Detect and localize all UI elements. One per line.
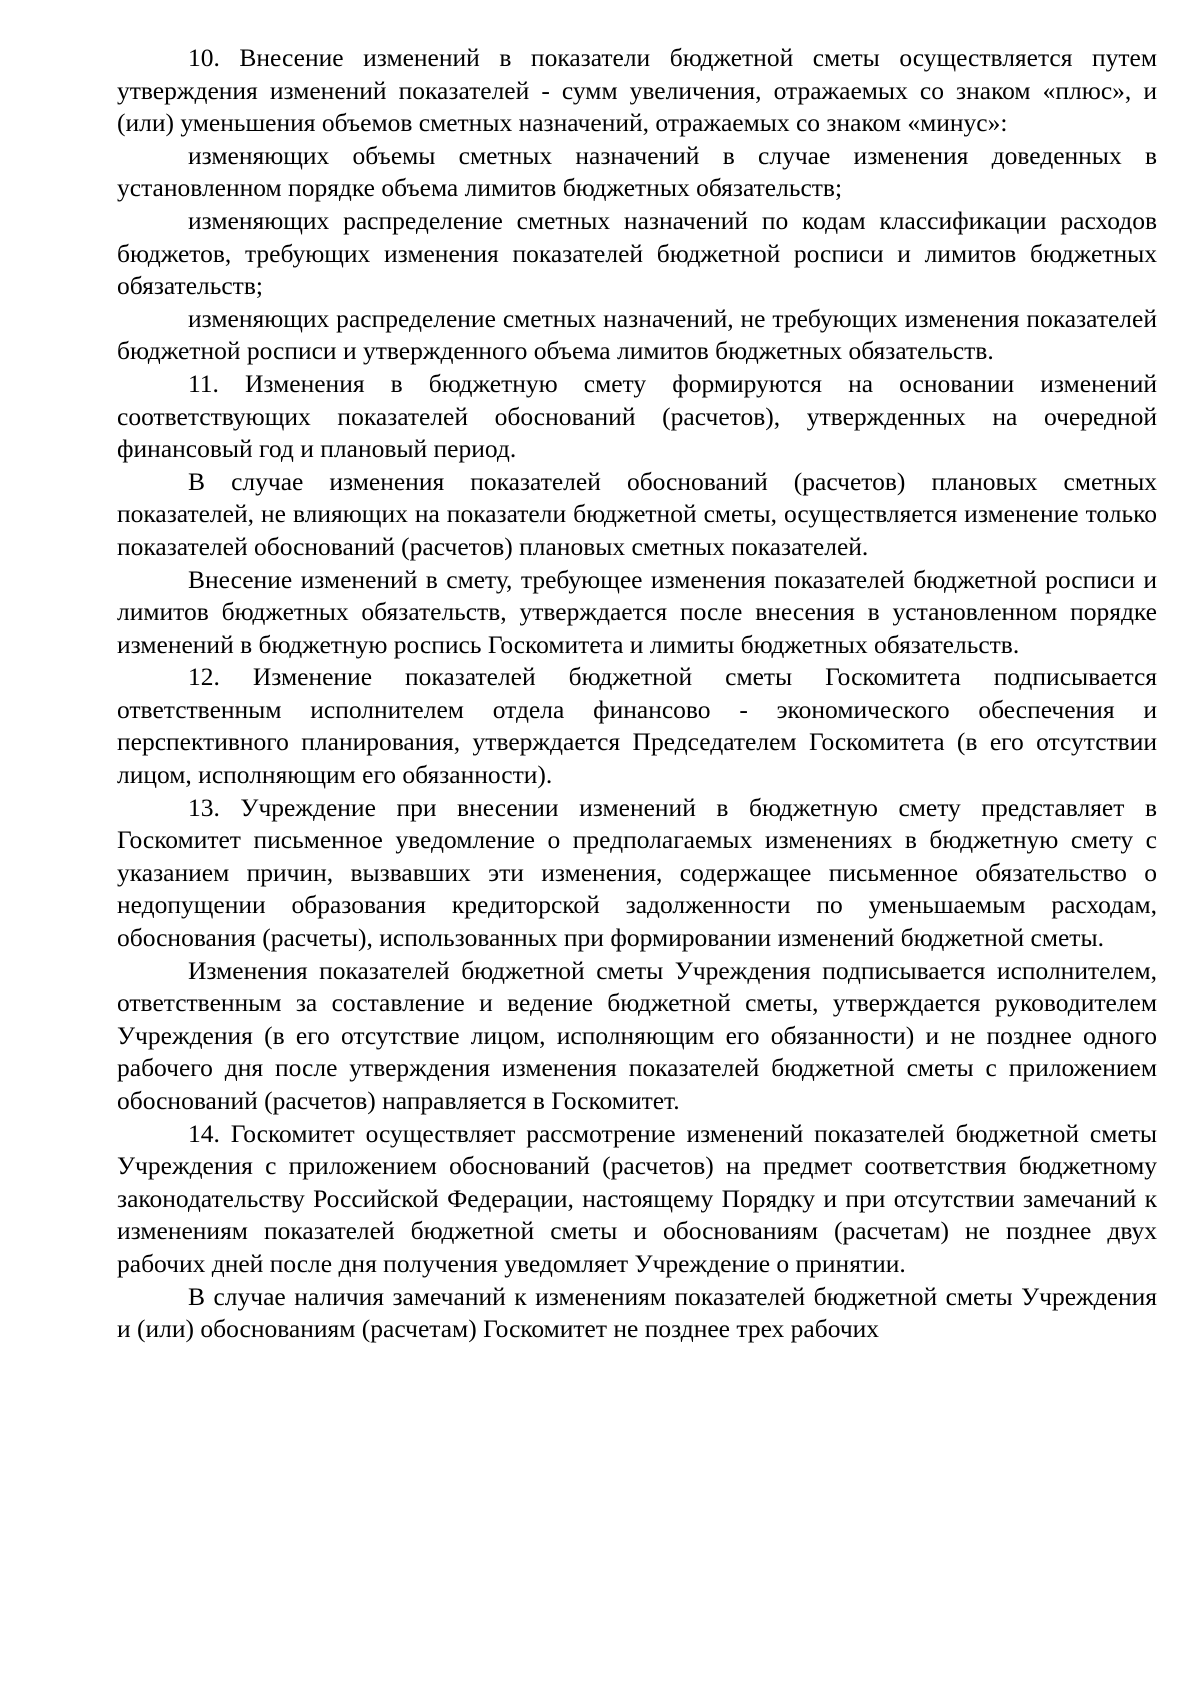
paragraph-12: 12. Изменение показателей бюджетной сметы Госкомитета подписывается ответственным исполнителем отдела финансово - экономического обеспечения и перспективного планирования, утверждается Председателем Госкомитета (в его отсутствии лицом, исполняющим его обязанности). bbox=[117, 662, 1157, 790]
paragraph-14-part-2: В случае наличия замечаний к изменениям показателей бюджетной сметы Учреждения и (или) обоснованиям (расчетам) Госкомитет не позднее трех рабочих bbox=[117, 1281, 1157, 1344]
paragraph-10: 10. Внесение изменений в показатели бюджетной сметы осуществляется путем утверждения изменений показателей - сумм увеличения, отражаемых со знаком «плюс», и (или) уменьшения объемов сметных назначений, отражаемых со знаком «минус»: bbox=[117, 43, 1157, 138]
paragraph-11: 11. Изменения в бюджетную смету формируются на основании изменений соответствующих показателей обоснований (расчетов), утвержденных на очередной финансовый год и плановый период. bbox=[117, 368, 1157, 464]
paragraph-10-item-1: изменяющих объемы сметных назначений в случае изменения доведенных в установленном порядке объема лимитов бюджетных обязательств; bbox=[117, 140, 1157, 203]
paragraph-13-part-2: Изменения показателей бюджетной сметы Учреждения подписывается исполнителем, ответственным за составление и ведение бюджетной сметы, утверждается руководителем Учреждения (в его отсутствие лицом, исполняющим его обязанности) и не позднее одного рабочего дня после утверждения изменения показателей бюджетной сметы с приложением обоснований (расчетов) направляется в Госкомитет. bbox=[117, 955, 1157, 1115]
paragraph-11-part-2: В случае изменения показателей обоснований (расчетов) плановых сметных показателей, не влияющих на показатели бюджетной сметы, осуществляется изменение только показателей обоснований (расчетов) плановых сметных показателей. bbox=[117, 466, 1157, 561]
paragraph-10-item-2: изменяющих распределение сметных назначений по кодам классификации расходов бюджетов, требующих изменения показателей бюджетной росписи и лимитов бюджетных обязательств; bbox=[117, 205, 1157, 301]
paragraph-11-part-3: Внесение изменений в смету, требующее изменения показателей бюджетной росписи и лимитов бюджетных обязательств, утверждается после внесения в установленном порядке изменений в бюджетную роспись Госкомитета и лимиты бюджетных обязательств. bbox=[117, 564, 1157, 659]
document-page bbox=[117, 42, 1157, 1346]
paragraph-13: 13. Учреждение при внесении изменений в бюджетную смету представляет в Госкомитет письменное уведомление о предполагаемых изменениях в бюджетную смету с указанием причин, вызвавших эти изменения, содержащее письменное обязательство о недопущении образования кредиторской задолженности по уменьшаемым расходам, обоснования (расчеты), использованных при формировании изменений бюджетной сметы. bbox=[117, 792, 1157, 953]
paragraph-10-item-3: изменяющих распределение сметных назначений, не требующих изменения показателей бюджетной росписи и утвержденного объема лимитов бюджетных обязательств. bbox=[117, 303, 1157, 366]
paragraph-14: 14. Госкомитет осуществляет рассмотрение изменений показателей бюджетной сметы Учреждения с приложением обоснований (расчетов) на предмет соответствия бюджетному законодательству Российской Федерации, настоящему Порядку и при отсутствии замечаний к изменениям показателей бюджетной сметы и обоснованиям (расчетам) не позднее двух рабочих дней после дня получения уведомляет Учреждение о принятии. bbox=[117, 1118, 1157, 1278]
